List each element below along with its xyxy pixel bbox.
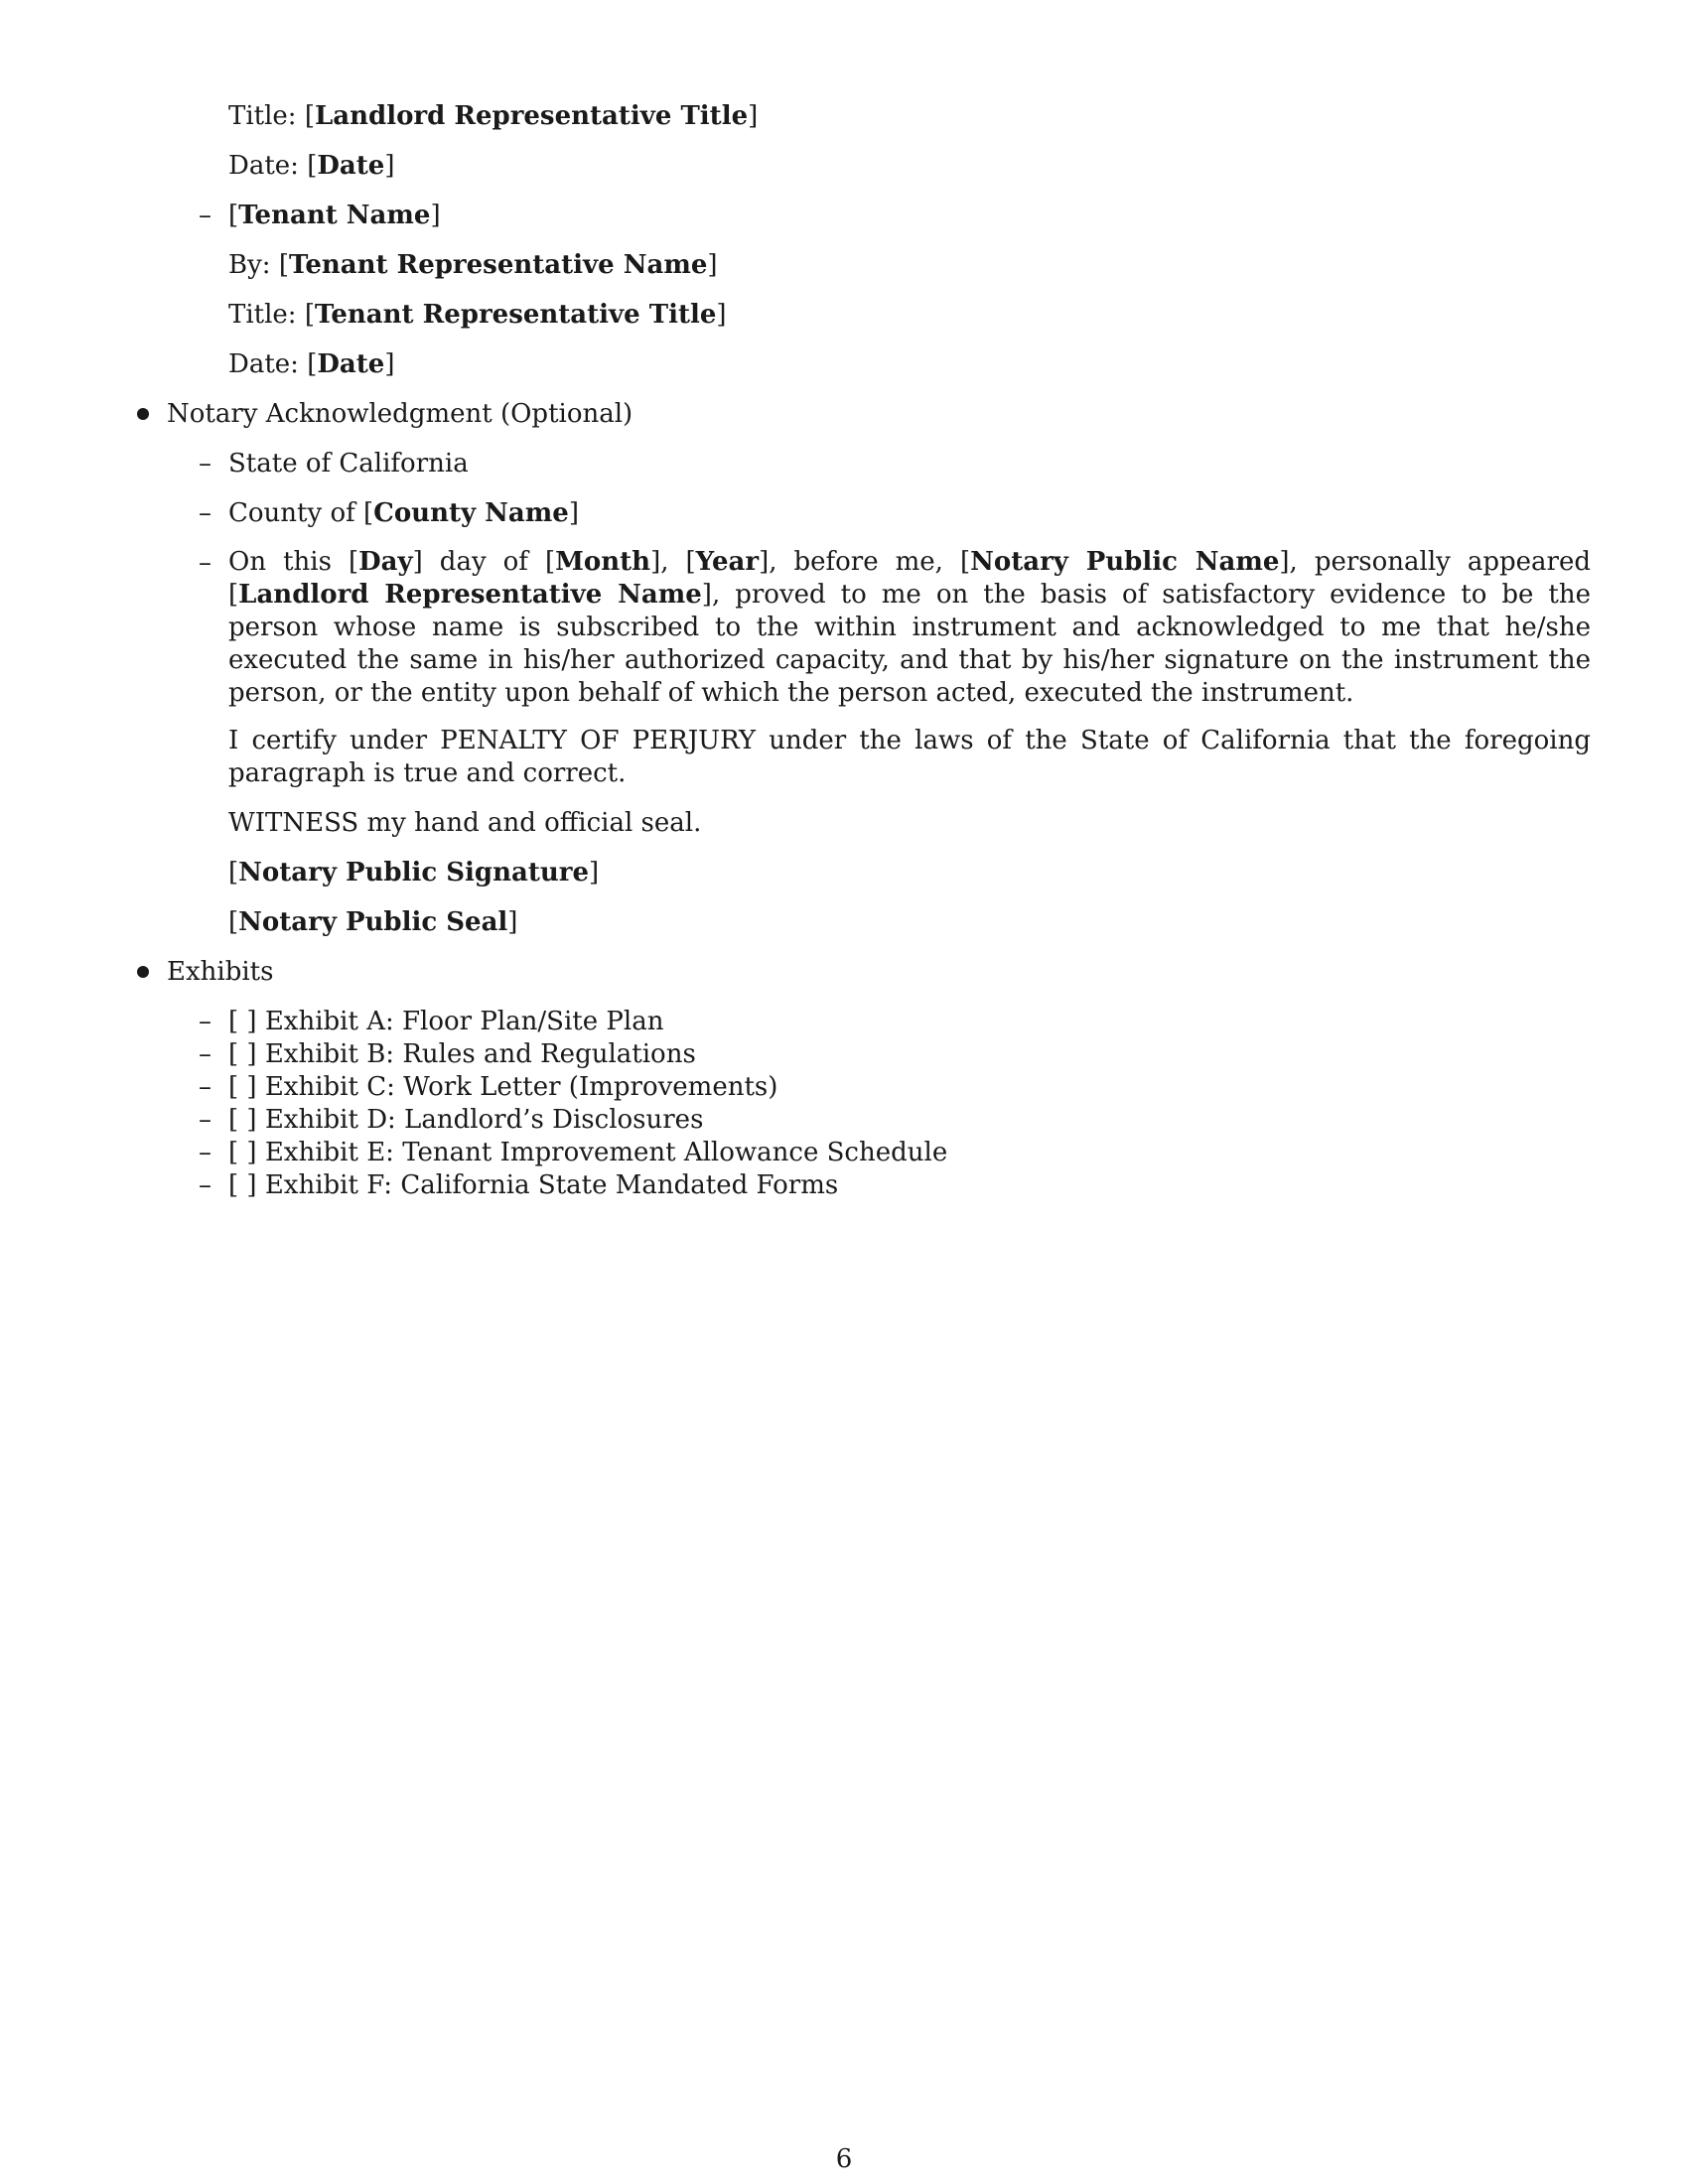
county-value: County Name xyxy=(373,498,569,528)
ack-day: Day xyxy=(358,547,413,577)
dash-marker: – xyxy=(199,498,211,528)
ack-text: , xyxy=(660,547,686,577)
page-number: 6 xyxy=(835,2144,853,2174)
ack-month: Month xyxy=(555,547,651,577)
exhibit-item: [ ] Exhibit D: Landlord’s Disclosures xyxy=(228,1105,704,1135)
notary-certify-paragraph: I certify under PENALTY OF PERJURY under the laws of the State of California that the foregoing paragraph is true and correct. xyxy=(228,726,1591,788)
notary-signature: Notary Public Signature xyxy=(238,858,589,887)
ack-text: , before me, xyxy=(769,547,960,577)
exhibits-heading: Exhibits xyxy=(167,957,274,987)
dash-marker: – xyxy=(199,548,211,578)
ack-text: , personally appeared xyxy=(1289,547,1592,577)
notary-signature-line: [Notary Public Signature] xyxy=(228,858,600,887)
landlord-date-value: Date xyxy=(317,151,385,181)
dash-marker: – xyxy=(199,1170,211,1200)
dash-marker: – xyxy=(199,1138,211,1167)
ack-text: day of xyxy=(422,547,545,577)
ack-text: , proved to me on the basis of satisfactory evidence to be the person whose name is subscribed to the within instrument and acknowledged to me that he/she executed the same in his/her authorized capacity, and that by his/her signature on the instrument the person, or the entity upon behalf of which the person acted, executed the instrument. xyxy=(228,580,1592,708)
tenant-title-label: Title: xyxy=(228,300,297,330)
tenant-date-label: Date: xyxy=(228,349,299,379)
tenant-by-line: By: [Tenant Representative Name] xyxy=(228,250,718,280)
bullet-icon xyxy=(137,966,149,978)
tenant-by-label: By: xyxy=(228,250,271,280)
ack-text: On this xyxy=(228,547,349,577)
landlord-date-line: Date: [Date] xyxy=(228,151,395,181)
dash-marker: – xyxy=(199,1072,211,1102)
bullet-icon xyxy=(137,408,149,420)
ack-rep-name: Landlord Representative Name xyxy=(238,580,702,610)
notary-witness: WITNESS my hand and official seal. xyxy=(228,808,702,838)
dash-marker: – xyxy=(199,449,211,478)
exhibit-item: [ ] Exhibit F: California State Mandated Forms xyxy=(228,1170,839,1200)
tenant-date-line: Date: [Date] xyxy=(228,349,395,379)
notary-seal-line: [Notary Public Seal] xyxy=(228,907,518,937)
landlord-title-value: Landlord Representative Title xyxy=(315,101,749,131)
tenant-by-value: Tenant Representative Name xyxy=(288,250,708,280)
dash-marker: – xyxy=(199,1007,211,1036)
notary-heading: Notary Acknowledgment (Optional) xyxy=(167,399,633,429)
tenant-title-value: Tenant Representative Title xyxy=(315,300,717,330)
notary-state: State of California xyxy=(228,449,469,478)
county-label: County of xyxy=(228,498,355,528)
ack-year: Year xyxy=(695,547,760,577)
landlord-title-line: Title: [Landlord Representative Title] xyxy=(228,101,759,131)
notary-acknowledgment-paragraph: On this [Day] day of [Month], [Year], before me, [Notary Public Name], personally appeared [Landlord Representative Name], proved to me on the basis of satisfactory evidence to be the person whose name is subscribed to the within instrument and acknowledged to me that he/she executed the same in his/her authorized capacity, and that by his/her signature on the instrument the person, or the entity upon behalf of which the person acted, executed the instrument. xyxy=(228,547,1592,708)
landlord-date-label: Date: xyxy=(228,151,299,181)
dash-marker: – xyxy=(199,1039,211,1069)
exhibit-item: [ ] Exhibit C: Work Letter (Improvements) xyxy=(228,1072,778,1102)
tenant-name: Tenant Name xyxy=(238,201,431,230)
landlord-title-label: Title: xyxy=(228,101,297,131)
tenant-date-value: Date xyxy=(317,349,385,379)
tenant-name-line: [Tenant Name] xyxy=(228,201,441,230)
exhibit-item: [ ] Exhibit A: Floor Plan/Site Plan xyxy=(228,1007,664,1036)
notary-seal: Notary Public Seal xyxy=(238,907,508,937)
exhibit-item: [ ] Exhibit B: Rules and Regulations xyxy=(228,1039,696,1069)
ack-notary-name: Notary Public Name xyxy=(970,547,1280,577)
dash-marker: – xyxy=(199,1105,211,1135)
exhibit-item: [ ] Exhibit E: Tenant Improvement Allowance Schedule xyxy=(228,1138,948,1167)
tenant-title-line: Title: [Tenant Representative Title] xyxy=(228,300,727,330)
notary-county-line: County of [County Name] xyxy=(228,498,579,528)
dash-marker: – xyxy=(199,201,211,230)
